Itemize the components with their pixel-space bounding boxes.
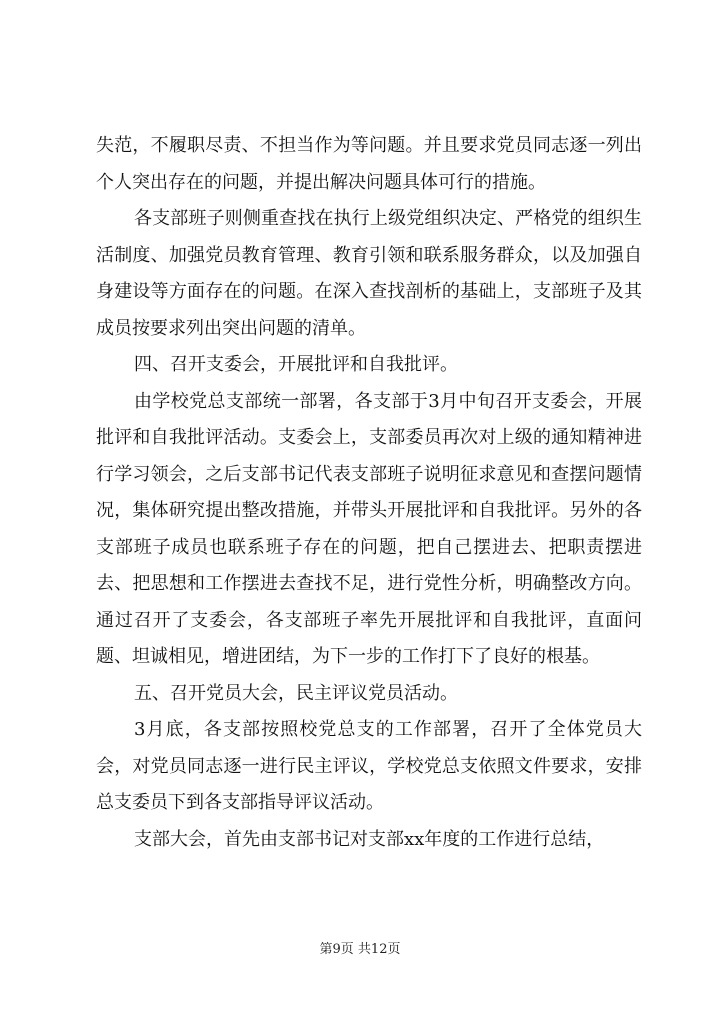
document-body bbox=[96, 128, 642, 858]
paragraph-committee-meeting: 由学校党总支部统一部署，各支部于3月中旬召开支委会，开展批评和自我批评活动。支委会上，支部委员再次对上级的通知精神进行学习领会，之后支部书记代表支部班子说明征求意见和查摆问题情况，集体研究提出整改措施，并带头开展批评和自我批评。另外的各支部班子成员也联系班子存在的问题，把自己摆进去、把职责摆进去、把思想和工作摆进去查找不足，进行党性分析，明确整改方向。通过召开了支委会，各支部班子率先开展批评和自我批评，直面问题、坦诚相见，增进团结，为下一步的工作打下了良好的根基。 bbox=[96, 390, 642, 667]
paragraph-branch-committee: 各支部班子则侧重查找在执行上级党组织决定、严格党的组织生活制度、加强党员教育管理、教育引领和联系服务群众，以及加强自身建设等方面存在的问题。在深入查找剖析的基础上，支部班子及其成员按要求列出突出问题的清单。 bbox=[96, 208, 642, 339]
paragraph-continuation: 失范，不履职尽责、不担当作为等问题。并且要求党员同志逐一列出个人突出存在的问题，并提出解决问题具体可行的措施。 bbox=[96, 135, 642, 193]
page-footer: 第9页 共12页 bbox=[319, 942, 401, 957]
section-heading-four: 四、召开支委会，开展批评和自我批评。 bbox=[134, 354, 458, 375]
paragraph-branch-assembly: 支部大会，首先由支部书记对支部xx年度的工作进行总结， bbox=[134, 828, 605, 850]
paragraph-party-meeting: 3月底，各支部按照校党总支的工作部署，召开了全体党员大会，对党员同志逐一进行民主评议，学校党总支依照文件要求，安排总支委员下到各支部指导评议活动。 bbox=[96, 719, 642, 813]
section-heading-five: 五、召开党员大会，民主评议党员活动。 bbox=[134, 682, 458, 704]
